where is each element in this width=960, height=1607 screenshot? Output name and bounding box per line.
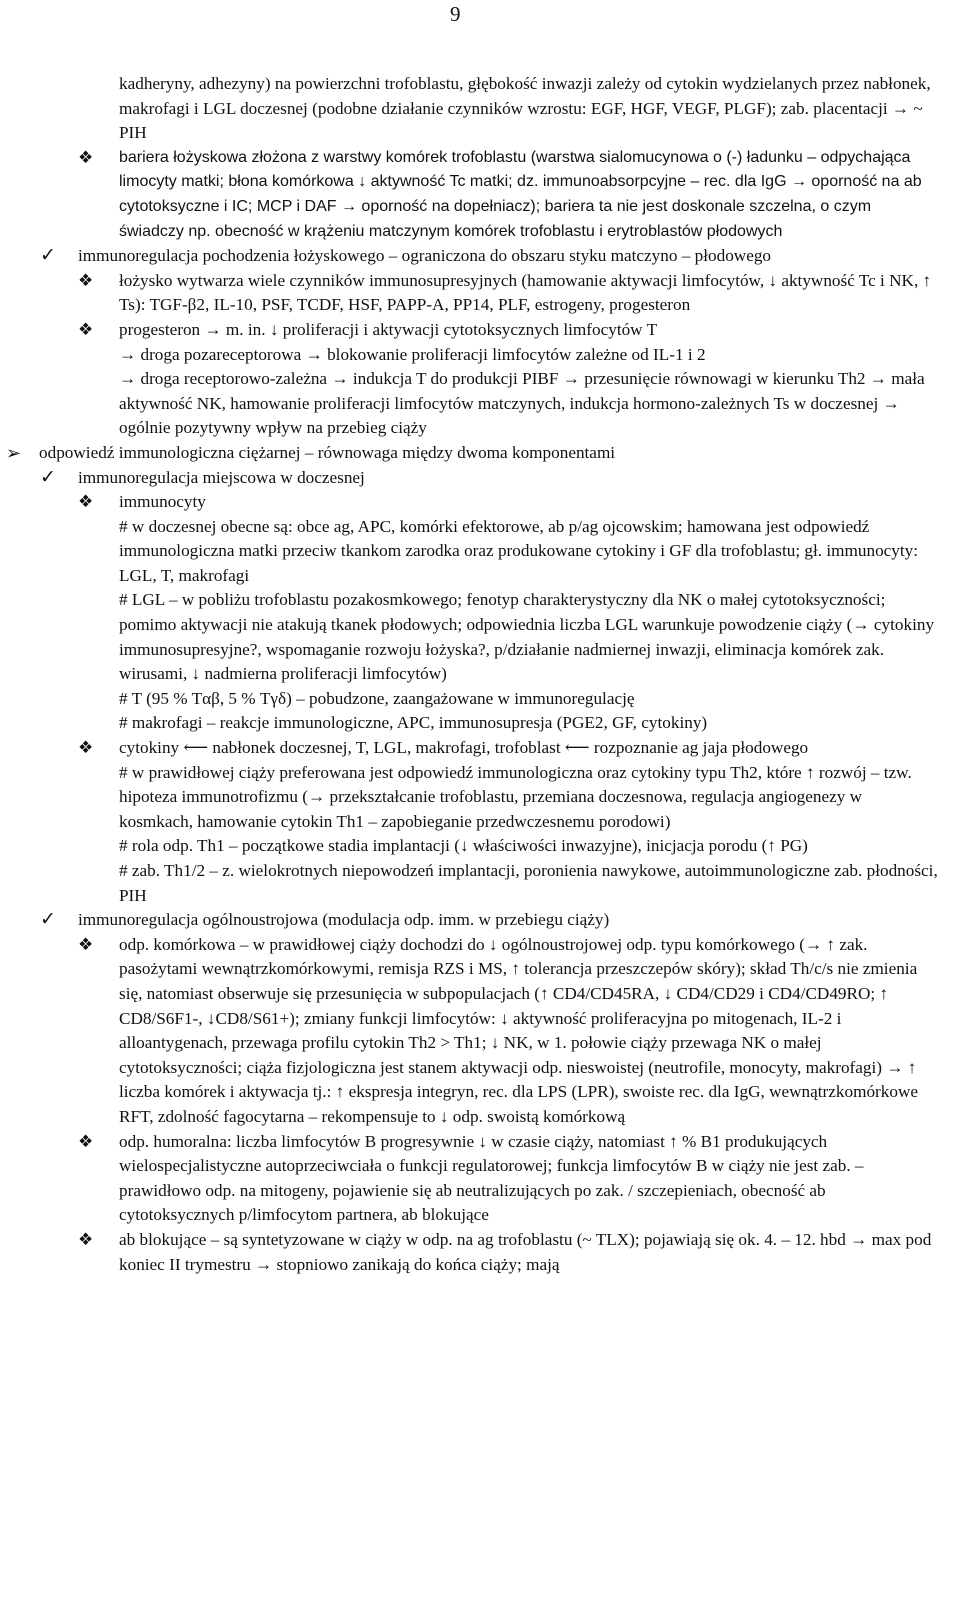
arrowhead-bullet-icon: ➢ — [6, 442, 22, 463]
page-number: 9 — [450, 2, 461, 26]
outline-item — [0, 146, 960, 244]
outline-item-text: bariera łożyskowa złożona z warstwy komórek trofoblastu (warstwa sialomucynowa o (-) ładunku – odpychająca limocyty matki; błona komórkowa ↓ aktywność Tc matki; dz. immunoabsorpcyjne – rec. dla IgG → oporność na ab cytotoksyczne i IC; MCP i DAF → oporność na dopełniacz); bariera ta nie jest doskonale szczelna, o czym świadczy np. obecność w krążeniu matczynym komórek trofoblastu i erytroblastów płodowych — [119, 148, 922, 240]
outline-item-text: # w prawidłowej ciąży preferowana jest odpowiedź immunologiczna oraz cytokiny typu Th2, które ↑ rozwój – tzw. hipoteza immunotrofizmu (→ przekształcanie trofoblastu, przemiana doczesnowa, regulacja angiogenezy w kosmkach, hamowanie cytokin Th1 – zapobieganie przedwczesnemu porodowi) — [119, 762, 912, 831]
outline-item-text: # w doczesnej obecne są: obce ag, APC, komórki efektorowe, ab p/ag ojcowskim; hamowana jest odpowiedź immunologiczna matki przeciw tkankom zarodka oraz produkowane cytokiny i GF dla trofoblastu; gł. immunocyty: LGL, T, makrofagi — [119, 516, 919, 585]
outline-item-text: odpowiedź immunologiczna ciężarnej – równowaga między dwoma komponentami — [39, 442, 616, 462]
document-body — [0, 72, 960, 1277]
outline-item-text: # makrofagi – reakcje immunologiczne, APC, immunosupresja (PGE2, GF, cytokiny) — [119, 713, 708, 733]
outline-item-text: → droga pozareceptorowa → blokowanie proliferacji limfocytów zależne od IL-1 i 2 — [119, 344, 706, 364]
four-diamond-bullet-icon: ❖ — [78, 270, 93, 290]
outline-item-text: cytokiny ⟵ nabłonek doczesnej, T, LGL, makrofagi, trofoblast ⟵ rozpoznanie ag jaja płodowego — [119, 738, 809, 758]
four-diamond-bullet-icon: ❖ — [78, 738, 93, 758]
four-diamond-bullet-icon: ❖ — [78, 319, 93, 339]
outline-item-text: ab blokujące – są syntetyzowane w ciąży w odp. na ag trofoblastu (~ TLX); pojawiają się ok. 4. – 12. hbd → max pod koniec II trymestru → stopniowo zanikają do końca ciąży; mają — [119, 1229, 932, 1274]
four-diamond-bullet-icon: ❖ — [78, 492, 93, 512]
outline-item — [0, 736, 960, 761]
outline-item — [0, 318, 960, 343]
outline-item — [0, 933, 960, 1130]
four-diamond-bullet-icon: ❖ — [78, 147, 93, 167]
outline-item — [0, 244, 960, 269]
outline-item — [0, 1228, 960, 1277]
outline-item — [0, 515, 960, 589]
outline-item — [0, 367, 960, 441]
outline-item-text: progesteron → m. in. ↓ proliferacji i aktywacji cytotoksycznych limfocytów T — [119, 319, 658, 339]
checkmark-bullet-icon: ✓ — [40, 245, 56, 267]
checkmark-bullet-icon: ✓ — [40, 466, 56, 488]
outline-item — [0, 588, 960, 686]
outline-item — [0, 834, 960, 859]
outline-item-text: kadheryny, adhezyny) na powierzchni trofoblastu, głębokość inwazji zależy od cytokin wydzielanych przez nabłonek, makrofagi i LGL doczesnej (podobne działanie czynników wzrostu: EGF, HGF, VEGF, PLGF); zab. placentacji → ~ PIH — [119, 74, 931, 143]
outline-item-text: immunoregulacja pochodzenia łożyskowego – ograniczona do obszaru styku matczyno – płodowego — [78, 246, 772, 266]
outline-item-text: odp. humoralna: liczba limfocytów B progresywnie ↓ w czasie ciąży, natomiast ↑ % B1 produkujących wielospecjalistyczne autoprzeciwciała o funkcji regulatorowej; funkcja limfocytów B w ciąży nie jest zab. – prawidłowo odp. na mitogeny, pojawienie się ab neutralizujących po zak. / szczepieniach, obecność ab cytotoksycznych p/limfocytom partnera, ab blokujące — [119, 1131, 864, 1225]
outline-item — [0, 761, 960, 835]
outline-item-text: # zab. Th1/2 – z. wielokrotnych niepowodzeń implantacji, poronienia nawykowe, autoimmunologiczne zab. płodności, PIH — [119, 861, 938, 905]
outline-item — [0, 269, 960, 318]
four-diamond-bullet-icon: ❖ — [78, 1229, 93, 1249]
outline-item — [0, 859, 960, 908]
outline-item-text: # LGL – w pobliżu trofoblastu pozakosmkowego; fenotyp charakterystyczny dla NK o małej cytotoksyczności; pomimo aktywacji nie atakują tkanek płodowych; odpowiednia liczba LGL warunkuje powodzenie ciąży (→ cytokiny immunosupresyjne?, wspomaganie rozwoju łożyska?, p/działanie nadmiernej inwazji, eliminacja komórek zak. wirusami, ↓ nadmierna proliferacji limfocytów) — [119, 590, 935, 684]
outline-item — [0, 711, 960, 736]
outline-item-text: immunoregulacja ogólnoustrojowa (modulacja odp. imm. w przebiegu ciąży) — [78, 910, 610, 930]
outline-item-text: immunocyty — [119, 492, 206, 512]
outline-item — [0, 687, 960, 712]
outline-item — [0, 490, 960, 515]
outline-item — [0, 466, 960, 491]
outline-item-text: # rola odp. Th1 – początkowe stadia implantacji (↓ właściwości inwazyjne), inicjacja porodu (↑ PG) — [119, 836, 808, 856]
outline-item — [0, 72, 960, 146]
outline-item-text: # T (95 % Tαβ, 5 % Tγδ) – pobudzone, zaangażowane w immunoregulację — [119, 688, 635, 708]
outline-item-text: → droga receptorowo-zależna → indukcja T do produkcji PIBF → przesunięcie równowagi w kierunku Th2 → mała aktywność NK, hamowanie proliferacji limfocytów matczynych, indukcja hormono-zależnych Ts w doczesnej → ogólnie pozytywny wpływ na przebieg ciąży — [119, 369, 925, 438]
outline-item — [0, 1130, 960, 1228]
outline-item-text: odp. komórkowa – w prawidłowej ciąży dochodzi do ↓ ogólnoustrojowej odp. typu komórkowego (→ ↑ zak. pasożytami wewnątrzkomórkowymi, remisja RZS i MS, ↑ tolerancja przeszczepów skóry); skład Th/c/s nie zmienia się, natomiast obserwuje się przesunięcia w subpopulacjach (↑ CD4/CD45RA, ↓ CD4/CD29 i CD4/CD49RO; ↑ CD8/S6F1-, ↓CD8/S61+); zmiany funkcji limfocytów: ↓ aktywność proliferacyjna po mitogenach, IL-2 i alloantygenach, przewaga profilu cytokin Th2 > Th1; ↓ NK, w 1. połowie ciąży przewaga NK o małej cytotoksyczności; ciąża fizjologiczna jest stanem aktywacji odp. nieswoistej (neutrofile, monocyty, makrofagi) → ↑ liczba komórek i aktywacja tj.: ↑ ekspresja integryn, rec. dla LPS (LPR), swoiste rec. dla IgG, wewnątrzkomórkowe RFT, zdolność fagocytarna – rekompensuje to ↓ odp. swoistą komórkową — [119, 934, 918, 1126]
outline-item — [0, 908, 960, 933]
outline-item-text: łożysko wytwarza wiele czynników immunosupresyjnych (hamowanie aktywacji limfocytów, ↓ aktywność Tc i NK, ↑ Ts): TGF-β2, IL-10, PSF, TCDF, HSF, PAPP-A, PP14, PLF, estrogeny, progesteron — [119, 270, 932, 315]
outline-item-text: immunoregulacja miejscowa w doczesnej — [78, 467, 365, 487]
four-diamond-bullet-icon: ❖ — [78, 934, 93, 954]
outline-item — [0, 441, 960, 466]
outline-item — [0, 343, 960, 368]
checkmark-bullet-icon: ✓ — [40, 909, 56, 931]
four-diamond-bullet-icon: ❖ — [78, 1131, 93, 1151]
